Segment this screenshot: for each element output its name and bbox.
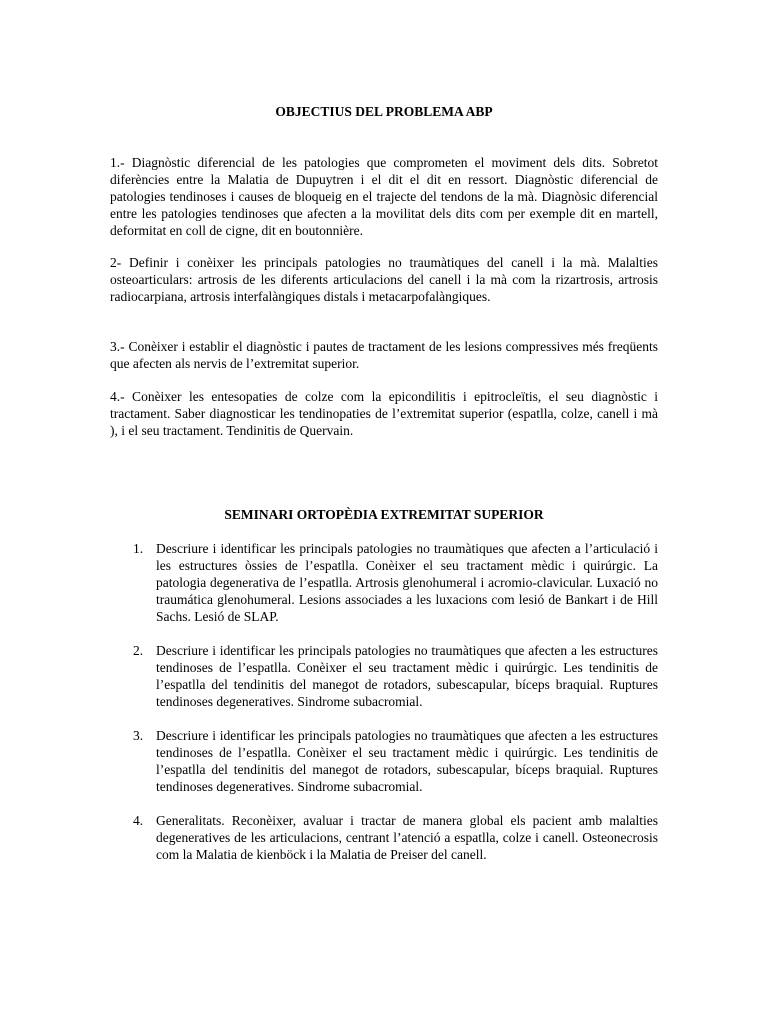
objective-paragraph-4: 4.- Conèixer les entesopaties de colze com la epicondilitis i epitrocleïtis, el seu diagnòstic i tractament. Saber diagnosticar les tendinopaties de l’extremitat superior (espatlla, colze, canell i mà ), i el seu tractament. Tendinitis de Quervain. (110, 389, 658, 438)
list-item-number: 2. (133, 643, 144, 658)
seminar-list (110, 540, 658, 880)
seminar-list-item (110, 642, 658, 710)
seminar-list-item (110, 540, 658, 625)
objective-paragraph-2: 2- Definir i conèixer les principals patologies no traumàtiques del canell i la mà. Malalties osteoarticulars: artrosis de les diferents articulacions del canell i la mà com la rizartrosis, artrosis radiocarpiana, artrosis interfalàngiques distals i metacarpofalàngiques. (110, 255, 658, 304)
objectives-title: OBJECTIUS DEL PROBLEMA ABP (275, 104, 493, 119)
list-item-number: 3. (133, 728, 144, 743)
seminar-list-item (110, 727, 658, 795)
list-item-text: Descriure i identificar les principals patologies no traumàtiques que afecten a l’articulació i les estructures òssies de l’espatlla. Conèixer el seu tractament mèdic i quirúrgic. La patologia degenerativa de l’espatlla. Artrosis glenohumeral i acromio-clavicular. Luxació no traumática glenohumeral. Lesions associades a les luxacions com lesió de Bankart i de Hill Sachs. Lesió de SLAP. (156, 541, 658, 624)
list-item-text: Descriure i identificar les principals patologies no traumàtiques que afecten a les estructures tendinoses de l’espatlla. Conèixer el seu tractament mèdic i quirúrgic. Les tendinitis de l’espatlla del tendinitis del manegot de rotadors, subescapular, bíceps braquial. Ruptures tendinoses degeneratives. Sindrome subacromial. (156, 643, 658, 709)
objective-paragraph-3: 3.- Conèixer i establir el diagnòstic i pautes de tractament de les lesions compressives més freqüents que afecten als nervis de l’extremitat superior. (110, 339, 658, 371)
seminar-title: SEMINARI ORTOPÈDIA EXTREMITAT SUPERIOR (224, 507, 544, 522)
seminar-list-item (110, 812, 658, 863)
list-item-number: 1. (133, 541, 144, 556)
list-item-text: Generalitats. Reconèixer, avaluar i tractar de manera global els pacient amb malalties degeneratives de les articulacions, centrant l’atenció a espatlla, colze i canell. Osteonecrosis com la Malatia de kienböck i la Malatia de Preiser del canell. (156, 813, 658, 862)
list-item-number: 4. (133, 813, 144, 828)
objective-paragraph-1: 1.- Diagnòstic diferencial de les patologies que comprometen el moviment dels dits. Sobretot diferències entre la Malatia de Dupuytren i el dit el dit en ressort. Diagnòstic diferencial de patologies tendinoses i causes de bloqueig en el trajecte del tendons de la mà. Diagnòsic diferencial entre les patologies tendinoses que afecten a la movilitat dels dits com per exemple dit en martell, deformitat en coll de cigne, dit en boutonnière. (110, 155, 658, 238)
list-item-text: Descriure i identificar les principals patologies no traumàtiques que afecten a les estructures tendinoses de l’espatlla. Conèixer el seu tractament mèdic i quirúrgic. Les tendinitis de l’espatlla del tendinitis del manegot de rotadors, subescapular, bíceps braquial. Ruptures tendinoses degeneratives. Sindrome subacromial. (156, 728, 658, 794)
